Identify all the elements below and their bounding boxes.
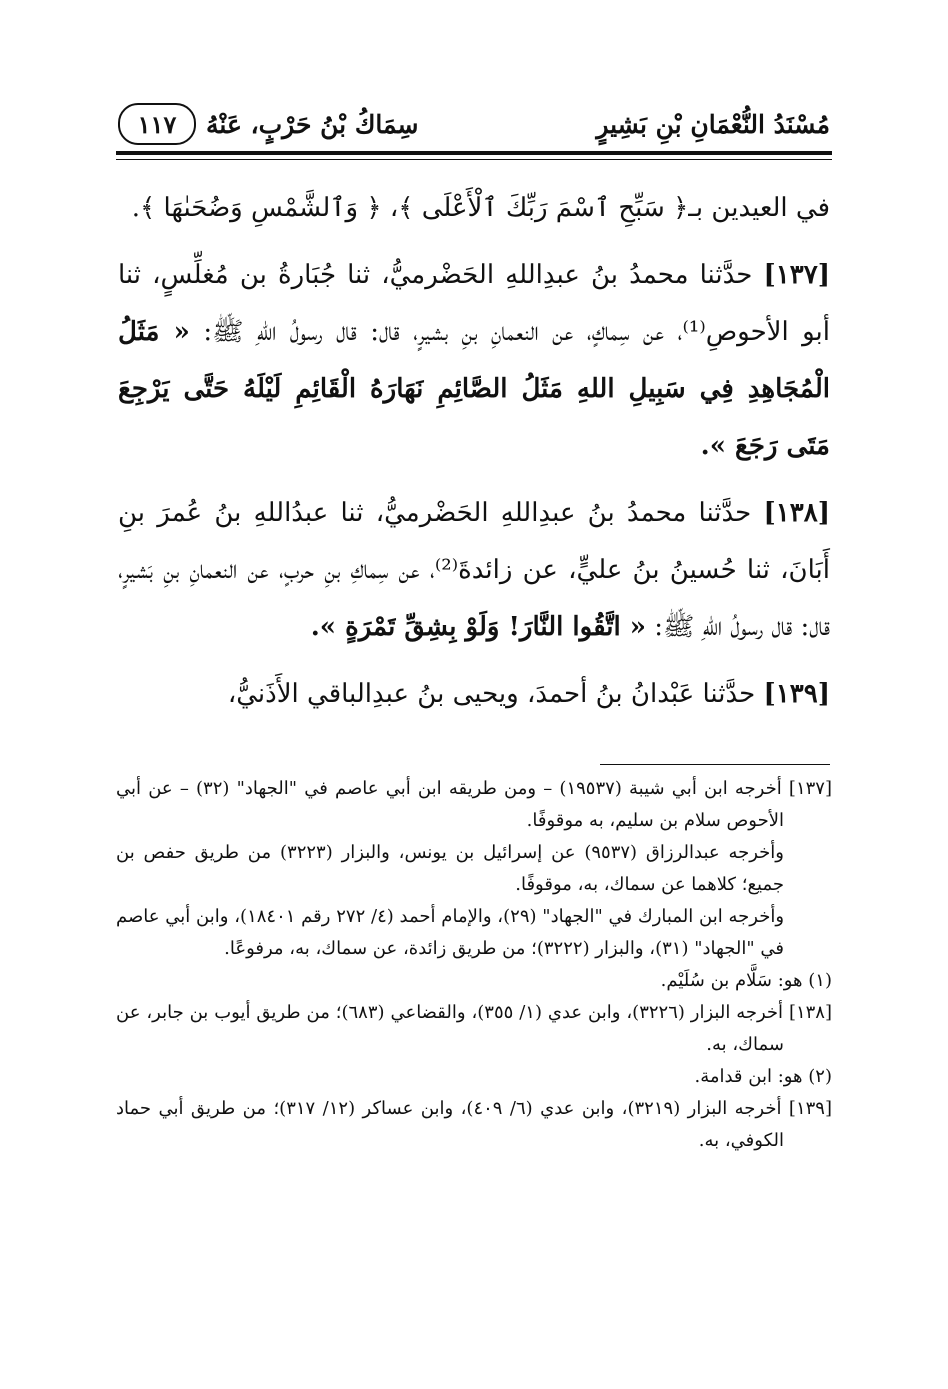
footnotes xyxy=(116,773,832,1157)
paragraph-continuation xyxy=(118,180,830,237)
hadith-138-matn: « اتَّقُوا النَّارَ! وَلَوْ بِشِقِّ تَمْرَةٍ ». xyxy=(310,612,647,642)
footnote-note-1: (١) هو: سَلَّام بن سُلَيْم. xyxy=(660,970,832,991)
hadith-138 xyxy=(118,485,830,656)
page-number: ١١٧ xyxy=(118,103,196,145)
hadith-137-isnad: حدَّثنا محمدُ بنُ عبدِاللهِ الحَضْرميُّ، ثنا جُبَارةُ بن مُغلِّسٍ، ثنا أبو الأحوصِ⁽¹⁾، عن سِماكٍ، عن النعمانِ بنِ بشيرٍ، قال: قال رسولُ اللهِ ﷺ: xyxy=(118,260,831,347)
header-rule-thick xyxy=(116,151,832,155)
hadith-138-isnad: حدَّثنا محمدُ بنُ عبدِاللهِ الحَضْرميُّ، ثنا عبدُاللهِ بنُ عُمرَ بنِ أَبَانَ، ثنا حُسينُ بنُ عليٍّ، عن زائدةَ⁽²⁾، عن سِماكِ بنِ حربٍ، عن النعمانِ بنِ بَشيرٍ، قال: قال رسولُ اللهِ ﷺ: xyxy=(118,498,830,642)
running-header-section: سِمَاكُ بْنُ حَرْبٍ، عَنْهُ xyxy=(206,109,419,139)
footnote-137-a: [١٣٧] أخرجه ابن أبي شيبة (١٩٥٣٧) – ومن طريقه ابن أبي عاصم في "الجهاد" (٣٢) – عن أبي الأحوص سلام بن سليم، به موقوفًا. xyxy=(116,778,832,831)
footnote-separator xyxy=(600,764,830,765)
header-rule-thin xyxy=(116,159,832,160)
hadith-137 xyxy=(118,247,830,475)
hadith-137-number: [١٣٧] xyxy=(763,260,831,290)
main-text xyxy=(118,180,830,733)
hadith-137-matn: « مَثَلُ الْمُجَاهِدِ فِي سَبِيلِ اللهِ مَثَلُ الصَّائِمِ نَهَارَهُ الْقَائِمِ لَيْلَهُ حَتَّى يَرْجِعَ مَتَى رَجَعَ ». xyxy=(118,317,830,461)
footnote-139: [١٣٩] أخرجه البزار (٣٢١٩)، وابن عدي (٦/ ٤٠٩)، وابن عساكر (١٢/ ٣١٧)؛ من طريق أبي حماد الكوفي، به. xyxy=(116,1098,832,1151)
footnote-137-b: وأخرجه عبدالرزاق (٩٥٣٧) عن إسرائيل بن يونس، والبزار (٣٢٢٣) من طريق حفص بن جميع؛ كلاهما عن سماك، به، موقوفًا. xyxy=(116,842,784,895)
footnote-138: [١٣٨] أخرجه البزار (٣٢٢٦)، وابن عدي (١/ ٣٥٥)، والقضاعي (٦٨٣)؛ من طريق أيوب بن جابر، عن سماك، به. xyxy=(116,1002,833,1055)
hadith-139-isnad: حدَّثنا عَبْدانُ بنُ أحمدَ، ويحيى بنُ عبدِالباقي الأَذَنيُّ، xyxy=(227,679,756,709)
running-header xyxy=(118,100,830,148)
running-header-title: مُسْنَدُ النُّعْمَانِ بْنِ بَشِيرٍ xyxy=(596,109,830,139)
paragraph-continuation-text: في العيدين بـ﴿ سَبِّحِ ٱسْمَ رَبِّكَ ٱلْأَعْلَى ﴾، ﴿ وَٱلشَّمْسِ وَضُحَىٰهَا ﴾. xyxy=(131,193,830,223)
footnote-137-c: وأخرجه ابن المبارك في "الجهاد" (٢٩)، والإمام أحمد (٤/ ٢٧٢ رقم ١٨٤٠١)، وابن أبي عاصم في "الجهاد" (٣١)، والبزار (٣٢٢٢)؛ من طريق زائدة، عن سماك، به، مرفوعًا. xyxy=(116,906,785,959)
footnote-note-2: (٢) هو: ابن قدامة. xyxy=(694,1066,832,1087)
hadith-139 xyxy=(118,666,830,723)
running-header-left xyxy=(118,103,418,145)
hadith-138-number: [١٣٨] xyxy=(763,498,830,528)
hadith-139-number: [١٣٩] xyxy=(763,679,830,709)
